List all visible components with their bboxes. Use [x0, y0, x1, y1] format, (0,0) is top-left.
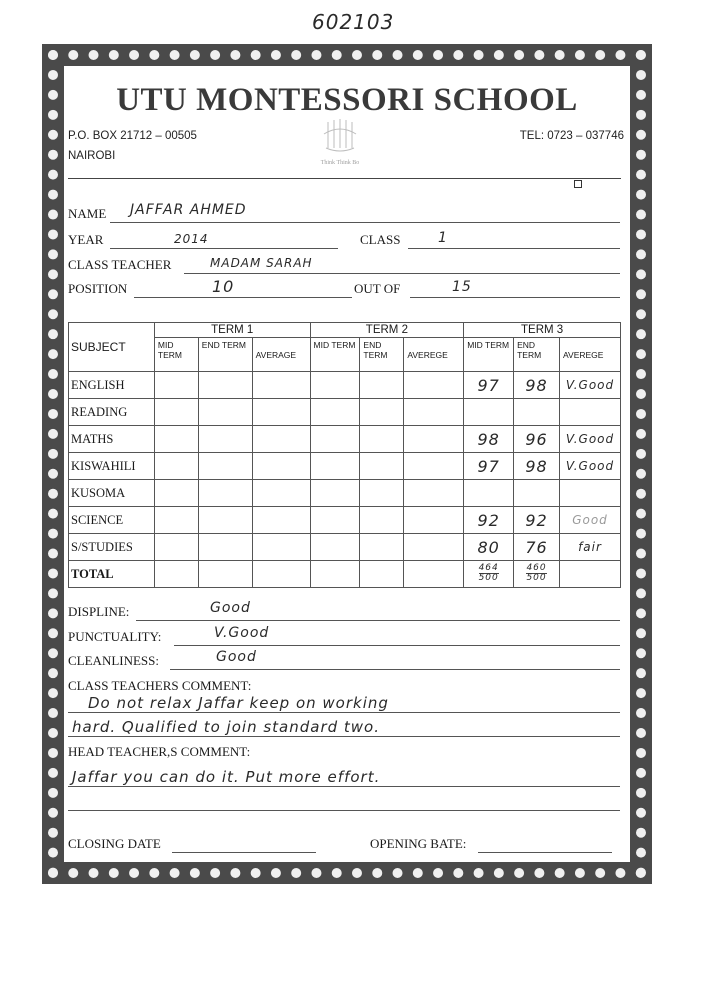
t3-avg-english: V.Good [560, 372, 621, 399]
punctuality-label: PUNCTUALITY: [68, 629, 162, 644]
table-row [69, 372, 621, 399]
t3-avg-reading [560, 399, 621, 426]
t3-mid-science: 92 [464, 507, 514, 534]
t1-end-header: END TERM [198, 338, 252, 372]
t3-end-kusoma [514, 480, 560, 507]
table-row [69, 561, 621, 588]
t3-avg-kiswahili: V.Good [560, 453, 621, 480]
t3-end-sstudies: 76 [514, 534, 560, 561]
t3-end-total-max: 500 [526, 573, 547, 583]
head-teacher-comment-1: Jaffar you can do it. Put more effort. [72, 768, 381, 786]
table-row [69, 399, 621, 426]
cleanliness-label: CLEANLINESS: [68, 653, 159, 668]
grades-table [68, 322, 621, 588]
t3-mid-total [464, 561, 514, 588]
year-value: 2014 [174, 232, 209, 246]
teacher-label: CLASS TEACHER [68, 257, 172, 272]
header-rule [68, 178, 621, 179]
table-row [69, 507, 621, 534]
year-line [110, 248, 338, 249]
t3-end-total [514, 561, 560, 588]
discipline-label: DISPLINE: [68, 604, 130, 619]
t3-end-kiswahili: 98 [514, 453, 560, 480]
t3-mid-total-score: 464 [478, 563, 499, 573]
po-box: P.O. BOX 21712 – 00505 [68, 130, 197, 142]
closing-date-line [172, 852, 316, 853]
class-teacher-comment-label: CLASS TEACHERS COMMENT: [68, 678, 252, 693]
head-comment-line-1 [68, 786, 620, 787]
name-label: NAME [68, 206, 107, 221]
t2-end-header: END TERM [360, 338, 404, 372]
subject-english: ENGLISH [69, 372, 155, 399]
t3-avg-sstudies: fair [560, 534, 621, 561]
opening-date-line [478, 852, 612, 853]
comment-line-1 [68, 712, 620, 713]
report-card [64, 66, 630, 862]
term-3-header: TERM 3 [464, 323, 621, 338]
teacher-line [184, 273, 620, 274]
out-of-label: OUT OF [354, 281, 401, 296]
position-value: 10 [212, 277, 235, 296]
head-teacher-comment-label: HEAD TEACHER,S COMMENT: [68, 744, 251, 759]
school-name: UTU MONTESSORI SCHOOL [116, 82, 578, 118]
school-logo-icon [310, 114, 370, 170]
t3-end-header: END TERM [514, 338, 560, 372]
subject-reading: READING [69, 399, 155, 426]
t3-mid-kusoma [464, 480, 514, 507]
punctuality-line [174, 645, 620, 646]
t3-mid-header: MID TERM [464, 338, 514, 372]
school-motto: Think Think Bo [320, 160, 360, 166]
student-name: JAFFAR AHMED [130, 202, 247, 218]
opening-date-label: OPENING BATE: [370, 836, 467, 851]
table-row [69, 426, 621, 453]
term-1-header: TERM 1 [154, 323, 310, 338]
t3-end-maths: 96 [514, 426, 560, 453]
class-label: CLASS [360, 232, 401, 247]
head-comment-line-2 [68, 810, 620, 811]
table-row [69, 453, 621, 480]
teacher-value: MADAM SARAH [210, 256, 313, 270]
subject-science: SCIENCE [69, 507, 155, 534]
subject-sstudies: S/STUDIES [69, 534, 155, 561]
city: NAIROBI [68, 150, 116, 162]
t3-end-english: 98 [514, 372, 560, 399]
cleanliness-line [170, 669, 620, 670]
t3-avg-header: AVEREGE [560, 338, 621, 372]
comment-line-2 [68, 736, 620, 737]
t3-end-science: 92 [514, 507, 560, 534]
t3-avg-science: Good [560, 507, 621, 534]
class-line [408, 248, 620, 249]
position-label: POSITION [68, 281, 128, 296]
position-line [134, 297, 352, 298]
telephone: TEL: 0723 – 037746 [519, 130, 624, 142]
subject-total: TOTAL [69, 561, 155, 588]
subject-header: SUBJECT [69, 323, 155, 372]
discipline-value: Good [210, 600, 251, 616]
discipline-line [136, 620, 620, 621]
subject-maths: MATHS [69, 426, 155, 453]
t3-end-total-score: 460 [526, 563, 547, 573]
t3-avg-kusoma [560, 480, 621, 507]
t3-mid-total-max: 500 [478, 573, 499, 583]
subject-kiswahili: KISWAHILI [69, 453, 155, 480]
year-label: YEAR [68, 232, 104, 247]
class-value: 1 [438, 230, 448, 246]
document-id: 602103 [312, 10, 395, 34]
cleanliness-value: Good [216, 649, 257, 665]
table-row [69, 480, 621, 507]
checkbox-mark [574, 180, 582, 188]
class-teacher-comment-2: hard. Qualified to join standard two. [72, 718, 381, 736]
closing-date-label: CLOSING DATE [68, 836, 161, 851]
t1-avg-header: AVERAGE [252, 338, 310, 372]
t3-mid-english: 97 [464, 372, 514, 399]
t3-end-reading [514, 399, 560, 426]
subject-kusoma: KUSOMA [69, 480, 155, 507]
t3-mid-maths: 98 [464, 426, 514, 453]
table-row [69, 534, 621, 561]
term-2-header: TERM 2 [310, 323, 464, 338]
out-of-line [410, 297, 620, 298]
punctuality-value: V.Good [214, 625, 270, 641]
name-line [110, 222, 620, 223]
t2-mid-header: MID TERM [310, 338, 360, 372]
t1-mid-header: MID TERM [154, 338, 198, 372]
out-of-value: 15 [452, 279, 472, 295]
t3-mid-reading [464, 399, 514, 426]
t3-mid-kiswahili: 97 [464, 453, 514, 480]
t2-avg-header: AVEREGE [404, 338, 464, 372]
t3-avg-maths: V.Good [560, 426, 621, 453]
class-teacher-comment-1: Do not relax Jaffar keep on working [88, 694, 389, 712]
t3-mid-sstudies: 80 [464, 534, 514, 561]
